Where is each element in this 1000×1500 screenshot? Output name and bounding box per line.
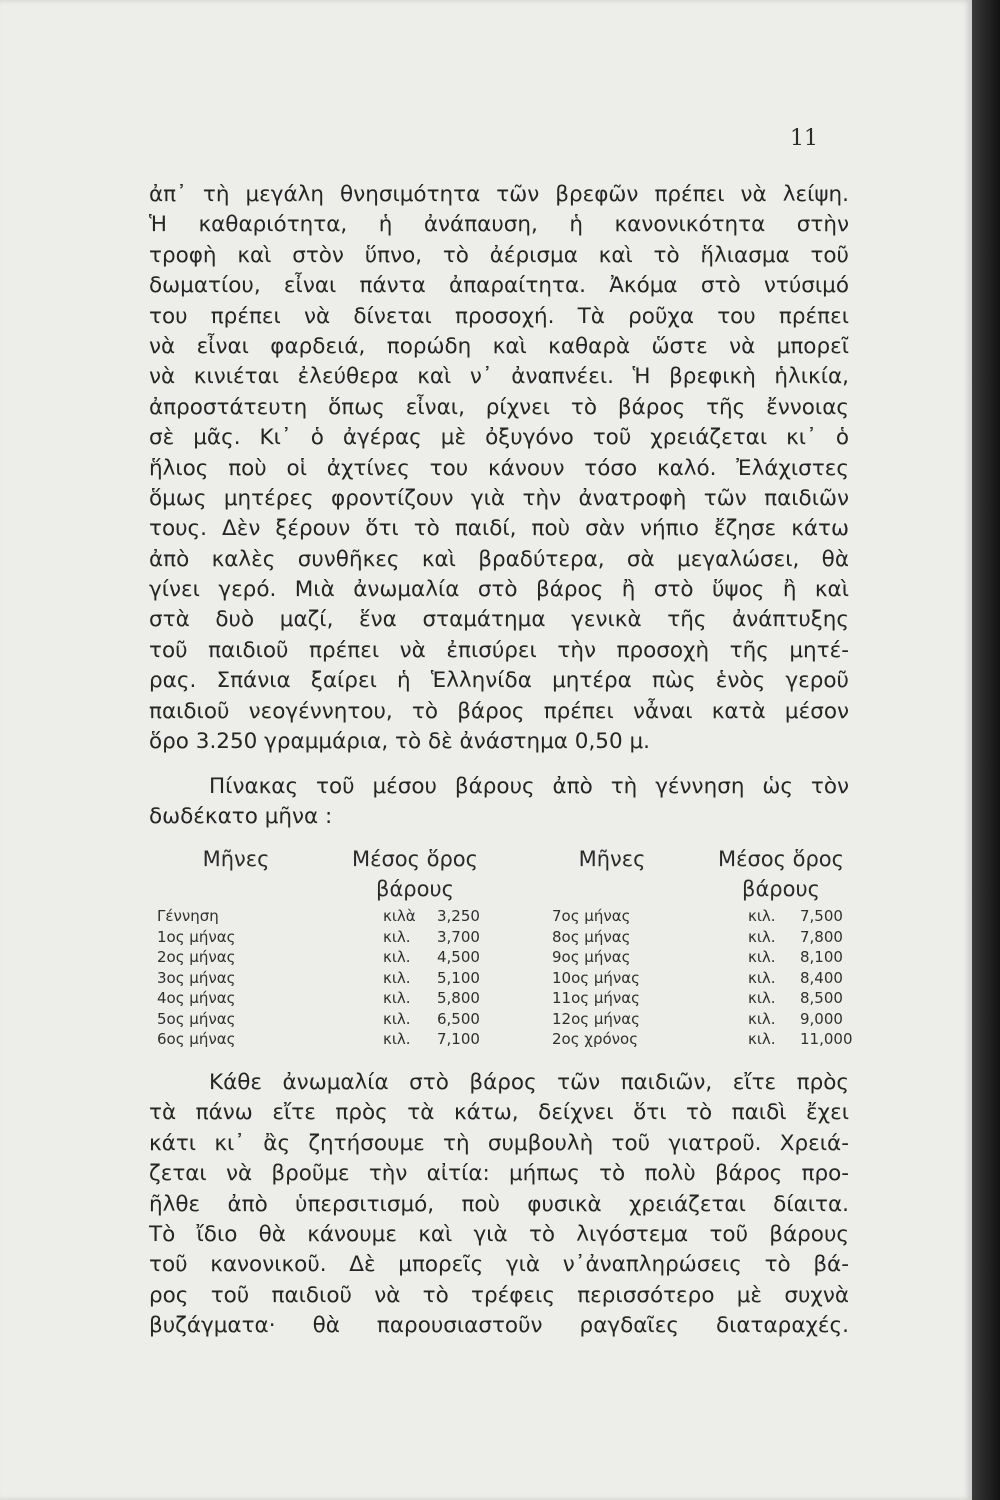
table-header-weight-right: Μέσος ὅρος βάρους bbox=[718, 847, 844, 901]
month-cell: 11ος μήνας bbox=[552, 989, 640, 1007]
value-cell: 8,500 bbox=[800, 989, 843, 1007]
unit-cell: κιλ. bbox=[748, 989, 776, 1007]
value-cell: 3,250 bbox=[437, 907, 480, 925]
text-line: στὰ δυὸ μαζί, ἕνα σταμάτημα γενικὰ τῆς ἀνάπτυξης bbox=[149, 607, 849, 633]
unit-cell: κιλ. bbox=[383, 968, 411, 987]
table-row bbox=[552, 1029, 862, 1050]
month-cell: 12ος μήνας bbox=[552, 1009, 640, 1028]
text-line: ὅρο 3.250 γραμμάρια, τὸ δὲ ἀνάστημα 0,50 μ. bbox=[149, 729, 651, 755]
unit-cell: κιλ. bbox=[748, 907, 776, 925]
unit-cell: κιλ. bbox=[383, 989, 411, 1007]
scan-background-edge bbox=[972, 0, 1000, 1500]
value-cell: 11,000 bbox=[800, 1030, 853, 1048]
text-line: ῆλθε ἀπὸ ὑπερσιτισμό, ποὺ φυσικὰ χρειάζεται δίαιτα. bbox=[149, 1191, 849, 1217]
text-line: δωδέκατο μῆνα : bbox=[149, 804, 333, 830]
month-cell: 3ος μήνας bbox=[157, 968, 236, 987]
value-cell: 5,800 bbox=[437, 989, 480, 1007]
table-row bbox=[552, 906, 862, 927]
month-cell: 10ος μήνας bbox=[552, 968, 640, 987]
table-row bbox=[157, 988, 497, 1009]
month-cell: 9ος μήνας bbox=[552, 948, 631, 966]
text-line: ἀπροστάτευτη ὅπως εἶναι, ρίχνει τὸ βάρος τῆς ἔννοιας bbox=[149, 394, 849, 420]
paragraph-3 bbox=[149, 1068, 849, 1342]
table-row bbox=[157, 927, 497, 948]
unit-cell: κιλ. bbox=[748, 1030, 776, 1048]
text-line: του πρέπει νὰ δίνεται προσοχή. Τὰ ροῦχα του πρέπει bbox=[149, 303, 849, 329]
table-row bbox=[157, 906, 497, 927]
text-line: ρας. Σπάνια ξαίρει ἡ Ἑλληνίδα μητέρα πὼς ἑνὸς γεροῦ bbox=[149, 668, 849, 694]
text-line: ζεται νὰ βροῦμε τὴν αἰτία: μήπως τὸ πολὺ βάρος προ- bbox=[149, 1161, 849, 1187]
text-line: νὰ εἶναι φαρδειά, πορώδη καὶ καθαρὰ ὥστε νὰ μπορεῖ bbox=[149, 333, 849, 359]
unit-cell: κιλ. bbox=[748, 1009, 776, 1028]
table-header-months-left: Μῆνες bbox=[202, 847, 270, 871]
text-line: ἀπὸ καλὲς συνθῆκες καὶ βραδύτερα, σὰ μεγαλώσει, θὰ bbox=[149, 546, 849, 572]
value-cell: 9,000 bbox=[800, 1009, 843, 1028]
text-line: τροφὴ καὶ στὸν ὕπνο, τὸ ἀέρισμα καὶ τὸ ἥλιασμα τοῦ bbox=[149, 242, 849, 268]
month-cell: 1ος μήνας bbox=[157, 927, 236, 946]
unit-cell: κιλ. bbox=[383, 1009, 411, 1028]
text-line: Κάθε ἀνωμαλία στὸ βάρος τῶν παιδιῶν, εἴτε πρὸς bbox=[209, 1070, 849, 1095]
table-row bbox=[157, 947, 497, 968]
text-line: παιδιοῦ νεογέννητου, τὸ βάρος πρέπει νἆναι κατὰ μέσον bbox=[149, 698, 849, 724]
value-cell: 8,100 bbox=[800, 948, 843, 966]
unit-cell: κιλ. bbox=[748, 927, 776, 946]
text-line: δωματίου, εἶναι πάντα ἀπαραίτητα. Ἀκόμα στὸ ντύσιμό bbox=[149, 273, 849, 299]
text-line: Πίνακας τοῦ μέσου βάρους ἀπὸ τὴ γέννηση ὡς τὸν bbox=[209, 774, 849, 799]
unit-cell: κιλ. bbox=[383, 1030, 411, 1048]
paragraph-2 bbox=[149, 772, 849, 833]
value-cell: 7,500 bbox=[800, 907, 843, 925]
unit-cell: κιλ. bbox=[383, 948, 411, 966]
month-cell: 6ος μήνας bbox=[157, 1030, 236, 1048]
text-line: τους. Δὲν ξέρουν ὅτι τὸ παιδί, ποὺ σὰν νήπιο ἔζησε κάτω bbox=[149, 516, 849, 542]
text-line: βυζάγματα· θὰ παρουσιαστοῦν ραγδαῖες διαταραχές. bbox=[149, 1313, 849, 1339]
unit-cell: κιλ. bbox=[748, 968, 776, 987]
table-row bbox=[157, 1009, 497, 1030]
paragraph-1 bbox=[149, 180, 849, 757]
value-cell: 7,100 bbox=[437, 1030, 480, 1048]
text-line: κάτι κι᾽ ἂς ζητήσουμε τὴ συμβουλὴ τοῦ γιατροῦ. Χρειά- bbox=[149, 1130, 849, 1156]
text-line: νὰ κινιέται ἐλεύθερα καὶ ν᾽ ἀναπνέει. Ἡ βρεφικὴ ἡλικία, bbox=[149, 364, 849, 390]
month-cell: 5ος μήνας bbox=[157, 1009, 236, 1028]
value-cell: 8,400 bbox=[800, 968, 843, 987]
month-cell: Γέννηση bbox=[157, 907, 219, 925]
unit-cell: κιλ. bbox=[383, 927, 411, 946]
text-line: ὅμως μητέρες φροντίζουν γιὰ τὴν ἀνατροφὴ τῶν παιδιῶν bbox=[149, 485, 849, 511]
unit-cell: κιλ. bbox=[748, 948, 776, 966]
text-line: τὰ πάνω εἴτε πρὸς τὰ κάτω, δείχνει ὅτι τὸ παιδὶ ἔχει bbox=[149, 1100, 849, 1126]
unit-cell: κιλὰ bbox=[383, 907, 416, 925]
weight-table-left bbox=[157, 906, 497, 1050]
value-cell: 4,500 bbox=[437, 948, 480, 966]
table-row bbox=[552, 947, 862, 968]
text-line: γίνει γερό. Μιὰ ἀνωμαλία στὸ βάρος ἢ στὸ ὕψος ἢ καὶ bbox=[149, 577, 849, 603]
text-line: Τὸ ἴδιο θὰ κάνουμε καὶ γιὰ τὸ λιγόστεμα τοῦ βάρους bbox=[149, 1221, 849, 1247]
value-cell: 6,500 bbox=[437, 1009, 480, 1028]
month-cell: 2ος χρόνος bbox=[552, 1030, 639, 1048]
text-line: τοῦ κανονικοῦ. Δὲ μπορεῖς γιὰ ν᾽ἀναπληρώσεις τὸ βά- bbox=[149, 1252, 849, 1278]
text-line: Ἡ καθαριότητα, ἡ ἀνάπαυση, ἡ κανονικότητα στὴν bbox=[149, 212, 849, 238]
table-row bbox=[552, 1009, 862, 1030]
text-line: ἥλιος ποὺ οἱ ἀχτίνες του κάνουν τόσο καλό. Ἐλάχιστες bbox=[149, 455, 849, 481]
table-row bbox=[552, 988, 862, 1009]
value-cell: 7,800 bbox=[800, 927, 843, 946]
month-cell: 7ος μήνας bbox=[552, 907, 631, 925]
month-cell: 8ος μήνας bbox=[552, 927, 631, 946]
value-cell: 5,100 bbox=[437, 968, 480, 987]
text-line: ἀπ᾽ τὴ μεγάλη θνησιμότητα τῶν βρεφῶν πρέπει νὰ λείψη. bbox=[149, 182, 849, 207]
page-number: 11 bbox=[790, 126, 818, 151]
table-row bbox=[552, 927, 862, 948]
month-cell: 4ος μήνας bbox=[157, 989, 236, 1007]
value-cell: 3,700 bbox=[437, 927, 480, 946]
text-line: τοῦ παιδιοῦ πρέπει νὰ ἐπισύρει τὴν προσοχὴ τῆς μητέ- bbox=[149, 637, 849, 663]
month-cell: 2ος μήνας bbox=[157, 948, 236, 966]
table-row bbox=[552, 968, 862, 989]
weight-table-right bbox=[552, 906, 862, 1050]
table-row bbox=[157, 1029, 497, 1050]
table-row bbox=[157, 968, 497, 989]
text-line: ρος τοῦ παιδιοῦ νὰ τὸ τρέφεις περισσότερο μὲ συχνὰ bbox=[149, 1282, 849, 1308]
table-header-weight-left: Μέσος ὅρος βάρους bbox=[352, 847, 478, 901]
text-line: σὲ μᾶς. Κι᾽ ὁ ἀγέρας μὲ ὀξυγόνο τοῦ χρειάζεται κι᾽ ὁ bbox=[149, 425, 849, 451]
table-header-months-right: Μῆνες bbox=[578, 847, 646, 871]
